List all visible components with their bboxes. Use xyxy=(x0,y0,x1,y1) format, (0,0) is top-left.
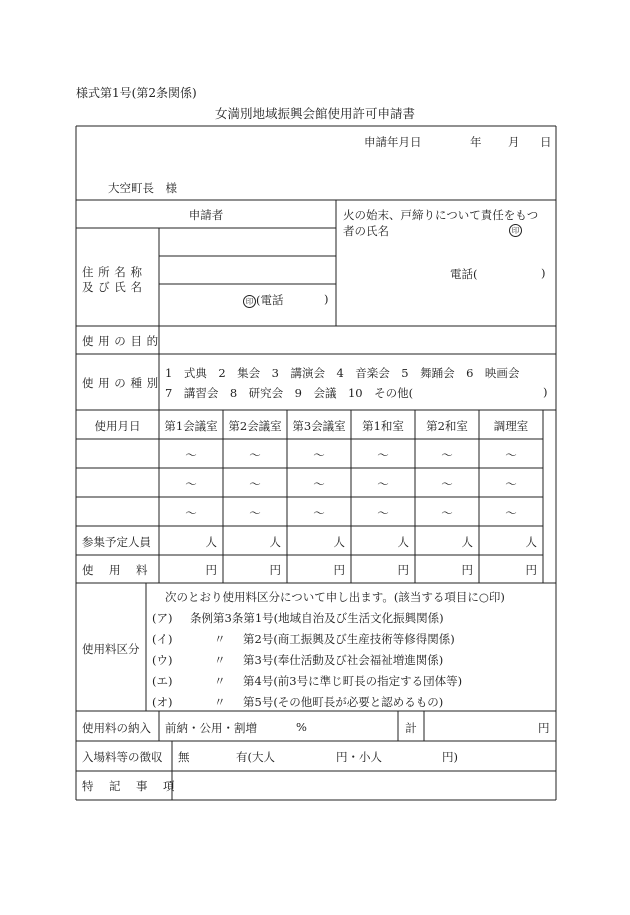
usage-type-label: 使 用 の 種 別 xyxy=(82,376,159,390)
applicant-phone-close: ) xyxy=(324,292,329,306)
payment-label: 使用料の納入 xyxy=(82,721,151,735)
fee-unit: 円 xyxy=(333,563,345,577)
fee-category-ditto: 〃 xyxy=(214,695,226,709)
responsible-phone-close: ) xyxy=(541,266,546,280)
payment-methods: 前納・公用・割増 xyxy=(165,721,257,735)
tilde-mark: 〜 xyxy=(185,506,197,520)
tilde-mark: 〜 xyxy=(377,477,389,491)
tilde-mark: 〜 xyxy=(313,448,325,462)
applicant-seal-phone xyxy=(243,292,284,308)
remarks-label: 特 記 事 項 xyxy=(82,779,177,793)
fee-category-text: 第2号(商工振興及び生産技術等修得関係) xyxy=(243,632,455,646)
usage-type-line2: 7 講習会 8 研究会 9 会議 10 その他( xyxy=(165,386,414,400)
attendees-unit: 人 xyxy=(269,535,281,549)
tilde-mark: 〜 xyxy=(249,448,261,462)
tilde-mark: 〜 xyxy=(185,477,197,491)
tilde-mark: 〜 xyxy=(313,506,325,520)
responsible-text-line1: 火の始末、戸締りについて責任をもつ xyxy=(343,208,539,222)
admission-yes: 有(大人 xyxy=(236,750,275,764)
tilde-mark: 〜 xyxy=(249,477,261,491)
tilde-mark: 〜 xyxy=(313,477,325,491)
admission-none: 無 xyxy=(178,750,190,764)
applicant-header: 申請者 xyxy=(188,208,224,222)
address-label-line2: 及 び 氏 名 xyxy=(82,280,143,294)
fee-category-ditto: 〃 xyxy=(214,653,226,667)
tilde-mark: 〜 xyxy=(441,448,453,462)
fee-category-intro: 次のとおり使用料区分について申し出ます。(該当する項目に○印) xyxy=(165,590,505,604)
date-year: 年 xyxy=(470,135,482,149)
address-label-line1: 住 所 名 称 xyxy=(82,265,143,279)
attendees-unit: 人 xyxy=(397,535,409,549)
room-header-6: 調理室 xyxy=(493,419,529,433)
fee-category-mark: (イ) xyxy=(152,632,173,646)
payment-total-label: 計 xyxy=(405,721,417,735)
fee-unit: 円 xyxy=(525,563,537,577)
tilde-mark: 〜 xyxy=(249,506,261,520)
tilde-mark: 〜 xyxy=(505,506,517,520)
applicant-seal-mark: 印 xyxy=(243,295,256,308)
responsible-seal-mark: 印 xyxy=(509,224,522,237)
fee-category-text: 第3号(奉仕活動及び社会福祉増進関係) xyxy=(243,653,444,667)
application-date-label: 申請年月日 xyxy=(364,135,422,149)
fee-unit: 円 xyxy=(205,563,217,577)
room-header-1: 第1会議室 xyxy=(164,419,218,433)
room-header-3: 第3会議室 xyxy=(292,419,346,433)
responsible-seal xyxy=(509,222,522,237)
attendees-unit: 人 xyxy=(205,535,217,549)
date-month: 月 xyxy=(508,135,520,149)
responsible-phone-label: 電話( xyxy=(450,267,478,281)
room-header-4: 第1和室 xyxy=(362,419,404,433)
usage-type-line1: 1 式典 2 集会 3 講演会 4 音楽会 5 舞踊会 6 映画会 xyxy=(165,366,520,380)
purpose-label: 使 用 の 目 的 xyxy=(82,334,159,348)
usage-type-line2-close: ) xyxy=(543,385,548,399)
room-header-2: 第2会議室 xyxy=(228,419,282,433)
fee-category-text: 条例第3条第1号(地域自治及び生活文化振興関係) xyxy=(190,611,444,625)
fee-unit: 円 xyxy=(461,563,473,577)
addressee: 大空町長 様 xyxy=(108,181,177,195)
form-title: 女満別地域振興会館使用許可申請書 xyxy=(214,106,415,121)
admission-child-yen: 円) xyxy=(442,750,458,764)
form-reference: 様式第1号(第2条関係) xyxy=(76,86,197,100)
attendees-unit: 人 xyxy=(525,535,537,549)
tilde-mark: 〜 xyxy=(185,448,197,462)
fee-category-mark: (ア) xyxy=(152,611,173,625)
fee-category-label: 使用料区分 xyxy=(82,642,140,656)
tilde-mark: 〜 xyxy=(377,448,389,462)
tilde-mark: 〜 xyxy=(441,477,453,491)
applicant-phone-label: (電話 xyxy=(256,293,284,307)
fee-category-ditto: 〃 xyxy=(214,674,226,688)
fee-category-mark: (ウ) xyxy=(152,653,173,667)
admission-adult-yen: 円・小人 xyxy=(336,750,382,764)
fee-label: 使 用 料 xyxy=(82,563,150,577)
fee-unit: 円 xyxy=(397,563,409,577)
attendees-unit: 人 xyxy=(461,535,473,549)
tilde-mark: 〜 xyxy=(505,477,517,491)
tilde-mark: 〜 xyxy=(441,506,453,520)
fee-unit: 円 xyxy=(269,563,281,577)
date-day: 日 xyxy=(540,135,552,149)
admission-label: 入場料等の徴収 xyxy=(82,750,163,764)
fee-category-mark: (オ) xyxy=(152,695,173,709)
date-column-header: 使用月日 xyxy=(94,419,141,433)
payment-percent: % xyxy=(296,720,307,734)
payment-yen: 円 xyxy=(538,721,550,735)
tilde-mark: 〜 xyxy=(377,506,389,520)
attendees-unit: 人 xyxy=(333,535,345,549)
fee-category-text: 第5号(その他町長が必要と認めるもの) xyxy=(243,695,444,709)
fee-category-mark: (エ) xyxy=(152,674,173,688)
room-header-5: 第2和室 xyxy=(426,419,468,433)
fee-category-ditto: 〃 xyxy=(214,632,226,646)
responsible-text-line2: 者の氏名 xyxy=(343,224,389,238)
attendees-label: 参集予定人員 xyxy=(82,535,151,549)
tilde-mark: 〜 xyxy=(505,448,517,462)
fee-category-text: 第4号(前3号に準じ町長の指定する団体等) xyxy=(243,674,463,688)
